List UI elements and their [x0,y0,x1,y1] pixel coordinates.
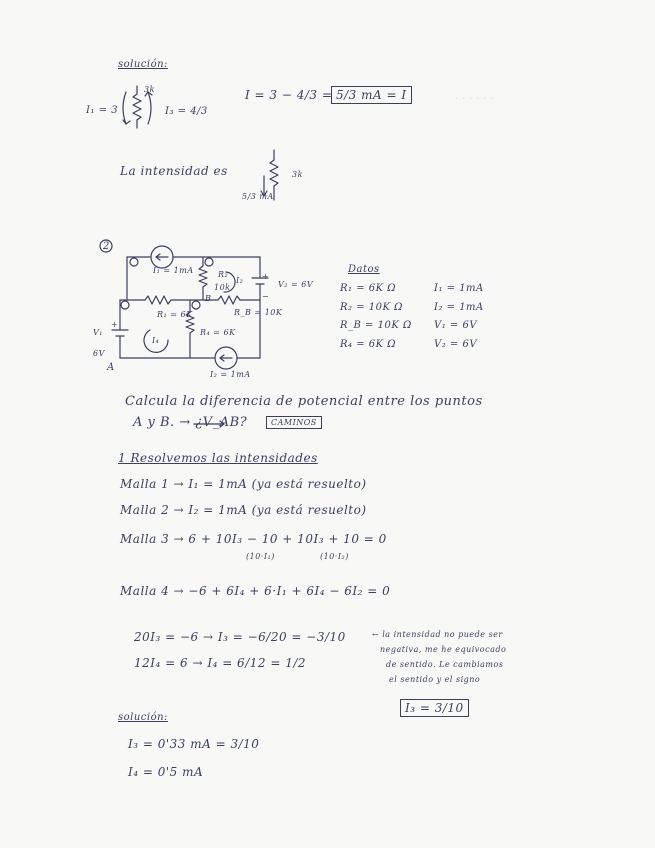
circuit-label-v1val: 6V [93,349,105,358]
note-line-2: negativa, me he equivocado [380,645,507,654]
circuit-label-i1: I₁ = 1mA [153,266,194,275]
circuit-label-r2: R₂ [218,270,229,279]
bleed-through: · · · · · · [455,92,494,105]
question-box: CAMINOS [266,416,322,429]
circuit-diagram [112,246,268,369]
intensity-current-label: 5/3 mA [242,192,274,201]
solution-heading: 1 Resolvemos las intensidades [118,451,318,465]
circuit-label-minus2: − [262,292,270,301]
malla-4: Malla 4 → −6 + 6I₄ + 6·I₁ + 6I₄ − 6I₂ = 0 [120,584,391,598]
equation-b: 12I₄ = 6 → I₄ = 6/12 = 1/2 [134,656,306,670]
circuit-label-v2: V₂ = 6V [278,280,314,289]
circuit-sketch-1 [123,86,152,128]
datos-right-1: I₂ = 1mA [434,302,484,313]
question-line-1: Calcula la diferencia de potencial entre los puntos [125,394,483,409]
circuit-label-i2loop: I₂ [236,276,244,285]
equation-1-result: 5/3 mA = I [331,86,412,104]
circuit-label-rb: R_B = 10K [234,308,283,317]
solucion-heading-1: solución: [118,59,168,70]
circuit-label-r1: R₁ = 6K [157,310,193,319]
datos-right-0: I₁ = 1mA [434,283,484,294]
final-result-2: I₄ = 0'5 mA [128,765,204,779]
circuit-label-plus: + [111,320,119,329]
solucion-heading-2: solución: [118,712,168,723]
circuit-label-r2val: 10k [214,283,231,292]
circuit-label-a: A [107,362,115,373]
malla-3-sub-1: (10·I₁) [246,552,275,561]
intensity-text: La intensidad es [120,164,228,178]
note-line-3: de sentido. Le cambiamos [386,660,504,669]
malla-1: Malla 1 → I₁ = 1mA (ya está resuelto) [120,477,367,491]
source-right-label: I₃ = 4/3 [165,106,208,117]
source-left-label: I₁ = 3 [86,105,119,116]
circuit-label-i2: I₂ = 1mA [210,370,251,379]
malla-2: Malla 2 → I₂ = 1mA (ya está resuelto) [120,503,367,517]
circuit-label-plus2: + [262,272,270,281]
datos-title: Datos [348,264,380,275]
circuit-label-i4: I₄ [152,336,160,345]
datos-left-1: R₂ = 10K Ω [340,302,403,313]
datos-right-2: V₁ = 6V [434,320,478,331]
circuit-label-r4: R₄ = 6K [200,328,236,337]
malla-3: Malla 3 → 6 + 10I₃ − 10 + 10I₃ + 10 = 0 [120,532,387,546]
datos-left-3: R₄ = 6K Ω [340,339,397,350]
intensity-res-label: 3k [292,170,303,179]
problem-number: 2 [103,241,110,252]
circuit-label-v1: V₁ [93,328,103,337]
question-line-2: A y B. → ¿V_AB? [133,415,248,430]
datos-left-2: R_B = 10K Ω [340,320,412,331]
circuit-label-b: B [205,294,212,303]
malla-3-sub-2: (10·I₂) [320,552,349,561]
note-line-4: el sentido y el signo [389,675,481,684]
resistor-3k-label: 3k [144,85,155,94]
circuit-sketch-2 [261,150,278,200]
note-line-1: ← la intensidad no puede ser [372,630,503,639]
equation-a: 20I₃ = −6 → I₃ = −6/20 = −3/10 [134,630,346,644]
datos-right-3: V₂ = 6V [434,339,478,350]
final-result-1: I₃ = 0'33 mA = 3/10 [128,737,260,751]
equation-1: I = 3 − 4/3 = [245,88,333,102]
boxed-result: I₃ = 3/10 [400,699,469,717]
datos-left-0: R₁ = 6K Ω [340,283,397,294]
